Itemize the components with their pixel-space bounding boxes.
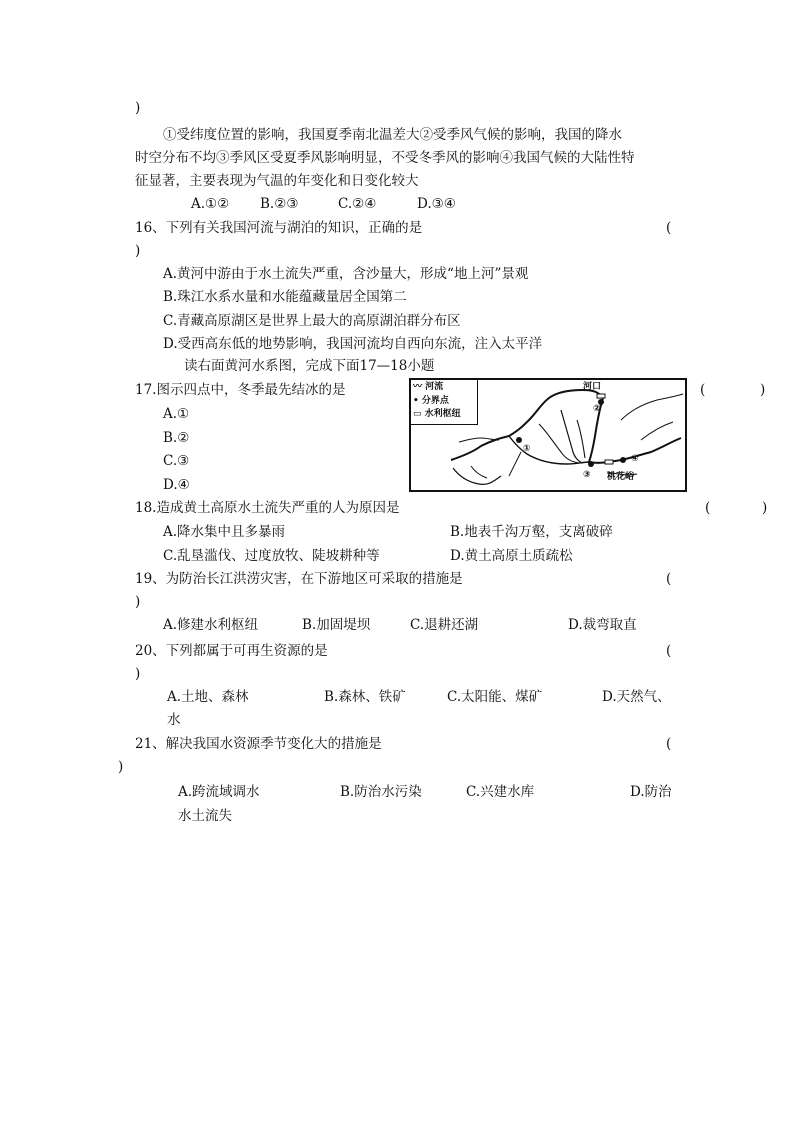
river-symbol-icon: 〰 (413, 382, 423, 392)
q17-18-intro: 读右面黄河水系图，完成下面17—18小题 (184, 358, 435, 374)
q16-option-d[interactable]: D.受西高东低的地势影响，我国河流均自西向东流，注入太平洋 (163, 336, 543, 352)
q20-paren-close: ) (135, 666, 141, 682)
q19-stem: 19、为防治长江洪涝灾害，在下游地区可采取的措施是 (135, 571, 463, 587)
point-symbol-icon: • (413, 396, 419, 406)
q16-option-a[interactable]: A.黄河中游由于水土流失严重，含沙量大，形成“地上河”景观 (163, 266, 529, 282)
label-hekou: 河口 (583, 382, 602, 392)
q19-option-c[interactable]: C.退耕还湖 (410, 617, 479, 633)
q17-paren-close: ) (760, 382, 766, 398)
q17-stem: 17.图示四点中，冬季最先结冰的是 (135, 382, 346, 398)
q15-statement-line-2: 时空分布不均③季风区受夏季风影响明显，不受冬季风的影响④我国气候的大陆性特 (135, 150, 635, 166)
q16-paren-open: ( (666, 220, 672, 236)
marker-1: ① (523, 444, 531, 454)
q19-option-d[interactable]: D.裁弯取直 (568, 617, 637, 633)
q21-stem: 21、解决我国水资源季节变化大的措施是 (135, 736, 382, 752)
legend-point: • 分界点 (413, 396, 449, 406)
q17-paren-open: ( (700, 382, 706, 398)
yellow-river-map (409, 378, 687, 492)
q20-option-d[interactable]: D.天然气、 (602, 689, 671, 705)
q17-option-d[interactable]: D.④ (163, 477, 190, 493)
q15-option-c[interactable]: C.②④ (338, 196, 377, 212)
q21-option-c[interactable]: C.兴建水库 (466, 784, 535, 800)
q18-paren-open: ( (705, 500, 711, 516)
q19-paren-close: ) (135, 594, 141, 610)
q18-option-c[interactable]: C.乱垦滥伐、过度放牧、陡坡耕种等 (163, 548, 380, 564)
q20-option-d-continued: 水 (167, 712, 181, 728)
q18-option-d[interactable]: D.黄土高原土质疏松 (450, 548, 573, 564)
q20-stem: 20、下列都属于可再生资源的是 (135, 643, 328, 659)
q20-option-a[interactable]: A.土地、森林 (167, 689, 249, 705)
q21-option-a[interactable]: A.跨流域调水 (178, 784, 260, 800)
q15-option-a[interactable]: A.①② (191, 196, 230, 212)
q17-option-a[interactable]: A.① (163, 406, 190, 422)
marker-3: ③ (583, 470, 591, 480)
q16-option-b[interactable]: B.珠江水系水量和水能蕴藏量居全国第二 (163, 289, 407, 305)
q17-option-b[interactable]: B.② (163, 430, 190, 446)
q16-stem: 16、下列有关我国河流与湖泊的知识，正确的是 (135, 220, 423, 236)
map-legend (411, 380, 478, 425)
legend-dam: ▭ 水利枢纽 (413, 409, 461, 419)
marker-2: ② (593, 404, 601, 414)
q21-option-b[interactable]: B.防治水污染 (340, 784, 422, 800)
q21-option-d[interactable]: D.防治 (630, 784, 672, 800)
q21-option-d-continued: 水土流失 (178, 808, 232, 824)
q19-option-a[interactable]: A.修建水利枢纽 (163, 617, 259, 633)
label-taohuayu: 桃花峪 (607, 472, 635, 482)
q21-paren-open: ( (666, 736, 672, 752)
q18-paren-close: ) (762, 500, 768, 516)
legend-river: 〰 河流 (413, 382, 444, 392)
q18-stem: 18.造成黄土高原水土流失严重的人为原因是 (135, 500, 400, 516)
q18-option-b[interactable]: B.地表千沟万壑，支离破碎 (450, 524, 613, 540)
q17-option-c[interactable]: C.③ (163, 453, 190, 469)
q15-statement-line-3: 征显著，主要表现为气温的年变化和日变化较大 (135, 173, 419, 189)
q15-option-b[interactable]: B.②③ (260, 196, 299, 212)
q20-option-b[interactable]: B.森林、铁矿 (324, 689, 406, 705)
marker-4: ④ (631, 454, 639, 464)
q18-option-a[interactable]: A.降水集中且多暴雨 (163, 524, 286, 540)
dam-symbol-icon: ▭ (413, 409, 422, 419)
q15-option-d[interactable]: D.③④ (417, 196, 456, 212)
q15-paren-close: ) (135, 100, 141, 116)
q21-paren-close: ) (118, 759, 124, 775)
q20-option-c[interactable]: C.太阳能、煤矿 (447, 689, 543, 705)
q20-paren-open: ( (666, 643, 672, 659)
q16-paren-close: ) (135, 243, 141, 259)
q16-option-c[interactable]: C.青藏高原湖区是世界上最大的高原湖泊群分布区 (163, 313, 461, 329)
q19-paren-open: ( (666, 571, 672, 587)
q15-statement-line-1: ①受纬度位置的影响，我国夏季南北温差大②受季风气候的影响，我国的降水 (163, 127, 622, 143)
q19-option-b[interactable]: B.加固堤坝 (302, 617, 371, 633)
